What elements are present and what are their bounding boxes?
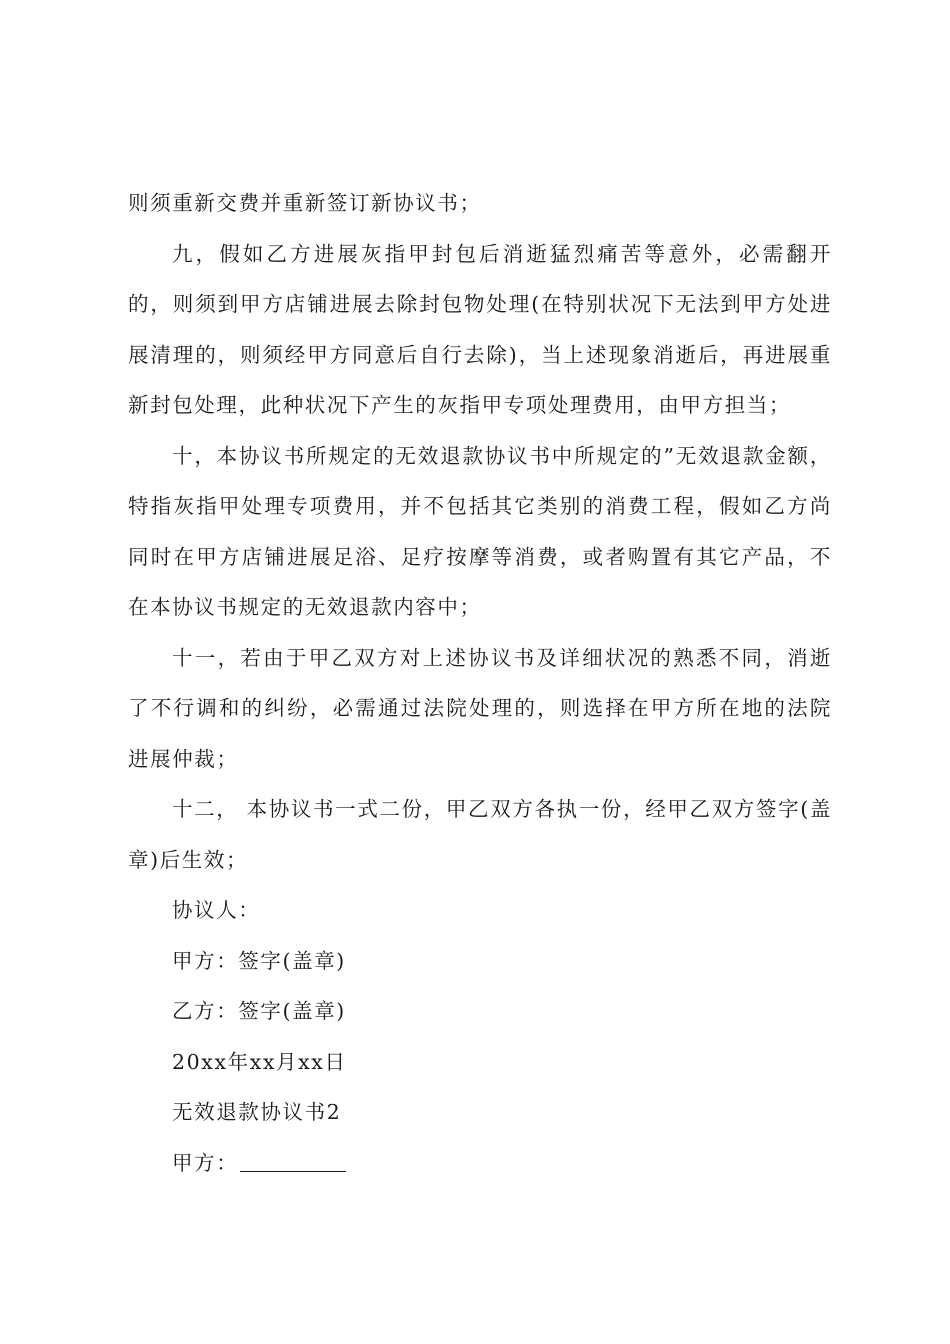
next-agreement-title: 无效退款协议书2 [172,1100,342,1124]
party-a-signature: 甲方：签字(盖章) [172,948,346,973]
signatory-label: 协议人： [172,898,261,922]
document-body [128,178,832,1188]
party-b-signature: 乙方：签字(盖章) [172,999,346,1023]
clause-10: 十，本协议书所规定的无效退款协议书中所规定的”无效退款金额，特指灰指甲处理专项费用，并不包括其它类别的消费工程，假如乙方尚同时在甲方店铺进展足浴、足疗按摩等消费，或者购置有其它产品，不在本协议书规定的无效退款内容中； [128,443,832,619]
next-party-a-label: 甲方： [172,1150,239,1175]
clause-12: 十二， 本协议书一式二份，甲乙双方各执一份，经甲乙双方签字(盖章)后生效； [128,797,832,872]
clause-11: 十一，若由于甲乙双方对上述协议书及详细状况的熟悉不同，消逝了不行调和的纠纷，必需通过法院处理的，则选择在甲方所在地的法院进展仲裁； [128,645,832,771]
signing-date: 20xx年xx月xx日 [172,1049,347,1074]
continuation-text: 则须重新交费并重新签订新协议书； [128,191,482,215]
clause-9: 九，假如乙方进展灰指甲封包后消逝猛烈痛苦等意外，必需翻开的，则须到甲方店铺进展去除封包物处理(在特别状况下无法到甲方处进展清理的，则须经甲方同意后自行去除)，当上述现象消逝后，再进展重新封包处理，此种状况下产生的灰指甲专项处理费用，由甲方担当； [128,241,832,417]
next-party-a-line [128,1138,832,1189]
party-a-blank-line [240,1150,346,1172]
